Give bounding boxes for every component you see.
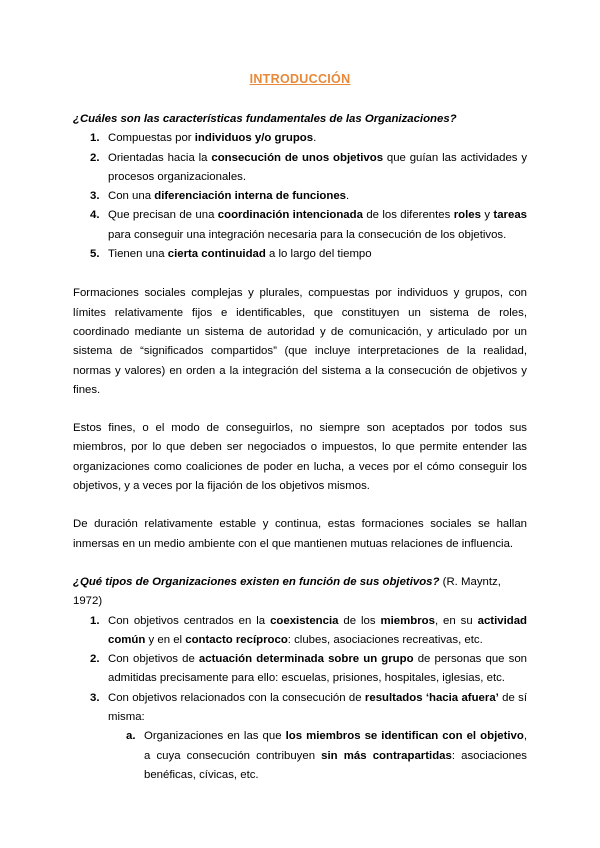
list-item: 3. Con objetivos relacionados con la consecución de resultados ‘hacia afuera’ de sí misma: bbox=[90, 691, 527, 724]
sub-list-item: a. Organizaciones en las que los miembros se identifican con el objetivo, a cuya consecución contribuyen sin más contrapartidas: asociaciones benéficas, cívicas, etc. bbox=[126, 730, 528, 781]
list-item: 1. Compuestas por individuos y/o grupos. bbox=[90, 132, 317, 145]
list-item: 3. Con una diferenciación interna de funciones. bbox=[90, 190, 350, 203]
list-item: 4. Que precisan de una coordinación intencionada de los diferentes roles y tareas para conseguir una integración necesaria para la consecución de los objetivos. bbox=[90, 209, 527, 241]
types-list bbox=[73, 612, 527, 786]
page-title: INTRODUCCIÓN bbox=[249, 72, 351, 86]
question-characteristics: ¿Cuáles son las características fundamentales de las Organizaciones? bbox=[73, 113, 457, 125]
document-body bbox=[73, 110, 527, 785]
characteristics-list bbox=[73, 129, 527, 264]
paragraph-goals: Estos fines, o el modo de conseguirlos, no siempre son aceptados por todos sus miembros, por lo que deben ser negociados o impuestos, lo que permite entender las organizaciones como coaliciones de poder en lucha, a veces por el cómo conseguir los objetivos, y a veces por la fijación de los objetivos mismos. bbox=[73, 422, 527, 493]
list-item: 1. Con objetivos centrados en la coexistencia de los miembros, en su actividad común y en el contacto recíproco: clubes, asociaciones recreativas, etc. bbox=[90, 614, 528, 646]
list-item: 2. Orientadas hacia la consecución de unos objetivos que guían las actividades y procesos organizacionales. bbox=[90, 151, 528, 183]
list-item: 2. Con objetivos de actuación determinada sobre un grupo de personas que son admitidas precisamente para ello: escuelas, prisiones, hospitales, iglesias, etc. bbox=[90, 653, 527, 685]
paragraph-definition: Formaciones sociales complejas y plurales, compuestas por individuos y grupos, con límites relativamente fijos e identificables, que constituyen un sistema de roles, coordinado mediante un sistema de autoridad y de comunicación, y articulado por un sistema de “significados compartidos” (que incluye interpretaciones de la realidad, normas y valores) en orden a la integración del sistema a la consecución de objetivos y fines. bbox=[73, 287, 527, 396]
question-types: ¿Qué tipos de Organizaciones existen en función de sus objetivos? (R. Mayntz, 1972) bbox=[73, 575, 501, 608]
paragraph-duration: De duración relativamente estable y continua, estas formaciones sociales se hallan inmersas en un medio ambiente con el que mantienen mutuas relaciones de influencia. bbox=[73, 518, 527, 550]
citation: (R. Mayntz, 1972) bbox=[73, 575, 501, 608]
list-item: 5. Tienen una cierta continuidad a lo largo del tiempo bbox=[90, 248, 372, 261]
